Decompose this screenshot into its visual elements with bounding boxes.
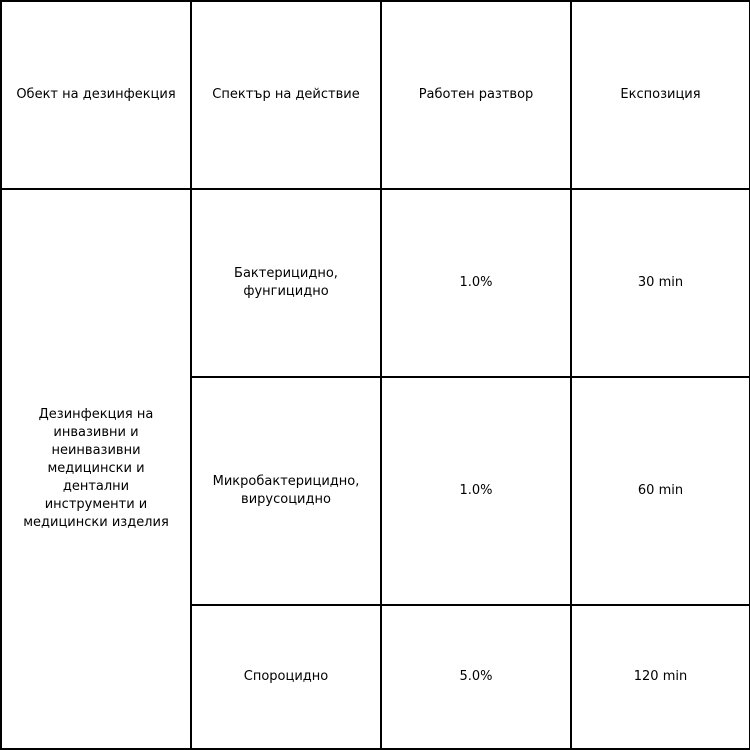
header-cell-spectrum: [191, 1, 381, 189]
solution-text: 5.0%: [459, 669, 493, 684]
exposure-cell: [571, 605, 750, 749]
spectrum-cell: [191, 189, 381, 377]
solution-text: 1.0%: [459, 275, 493, 290]
exposure-text: 60 min: [637, 483, 684, 498]
exposure-text: 120 min: [633, 669, 688, 684]
header-cell-exposure: [571, 1, 750, 189]
table-header-row: [1, 1, 750, 189]
spectrum-text: Спороцидно: [243, 669, 329, 684]
exposure-text: 30 min: [637, 275, 684, 290]
spectrum-text: Бактерицидно, фунгицидно: [234, 266, 338, 299]
solution-cell: [381, 189, 571, 377]
header-solution-label: Работен разтвор: [418, 87, 534, 102]
solution-cell: [381, 605, 571, 749]
solution-text: 1.0%: [459, 483, 493, 498]
header-exposure-label: Експозиция: [620, 87, 701, 102]
spectrum-cell: [191, 605, 381, 749]
header-object-label: Обект на дезинфекция: [16, 87, 176, 102]
header-spectrum-label: Спектър на действие: [212, 87, 360, 102]
exposure-cell: [571, 377, 750, 605]
object-text: Дезинфекция на инвазивни и неинвазивни медицински и дентални инструменти и медицински изделия: [23, 407, 169, 530]
table-row: [1, 189, 750, 377]
object-cell: [1, 189, 191, 749]
exposure-cell: [571, 189, 750, 377]
solution-cell: [381, 377, 571, 605]
header-cell-object: [1, 1, 191, 189]
header-cell-solution: [381, 1, 571, 189]
spectrum-cell: [191, 377, 381, 605]
spectrum-text: Микробактерицидно, вирусоцидно: [212, 474, 360, 507]
